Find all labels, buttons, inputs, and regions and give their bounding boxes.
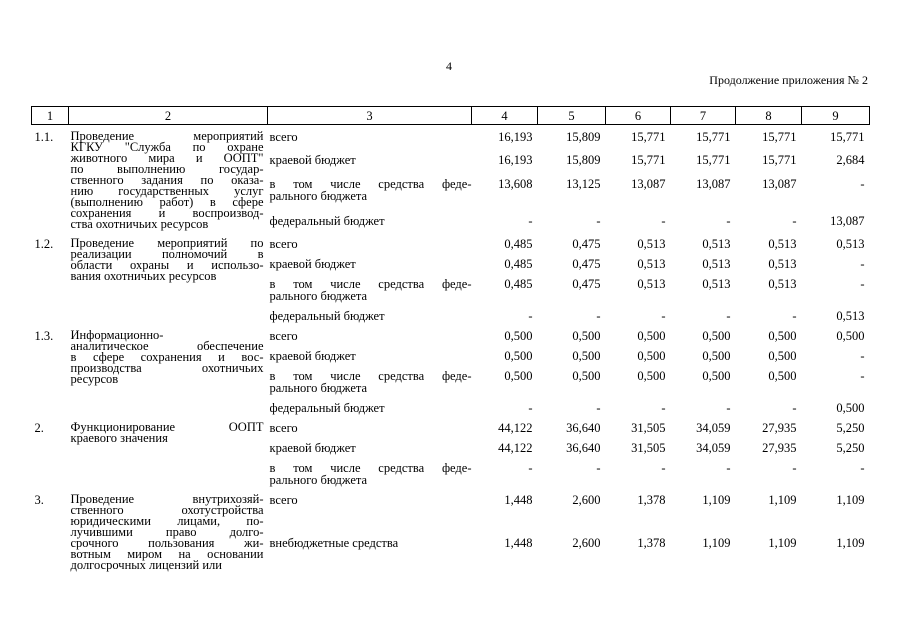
value-cell: 0,500 — [702, 329, 731, 343]
value-cell: 0,500 — [836, 329, 865, 343]
header-cell: 5 — [538, 107, 606, 125]
value-cell: 0,500 — [702, 369, 731, 383]
value-cell: 2,600 — [572, 535, 601, 550]
value-cell: 0,500 — [504, 349, 533, 363]
funding-source-line: в том числе средства феде- — [269, 176, 472, 191]
funding-source — [268, 330, 472, 350]
page-number: 4 — [446, 59, 452, 73]
value-cell: 15,771 — [631, 130, 666, 144]
value-cell: 16,193 — [498, 130, 533, 144]
value-cell: 0,485 — [504, 277, 533, 291]
value-cell: - — [596, 213, 601, 228]
value-cell: 0,513 — [637, 277, 666, 291]
value-cell: - — [860, 277, 865, 291]
funding-source — [268, 278, 472, 310]
funding-source-line: в том числе средства феде- — [269, 461, 472, 475]
funding-source-line: федеральный бюджет — [269, 401, 385, 415]
value-cell: - — [661, 309, 666, 323]
table-row — [32, 131, 870, 154]
value-cell: 44,122 — [498, 441, 533, 455]
value-cell: 5,250 — [836, 421, 865, 435]
value-cell: 16,193 — [498, 153, 533, 168]
section-number: 3. — [34, 493, 44, 507]
funding-source-line: всего — [269, 130, 298, 144]
value-cell: 15,809 — [566, 153, 601, 168]
value-cell: 0,500 — [637, 329, 666, 343]
section-title-line: Проведение мероприятий по — [70, 236, 264, 250]
value-cell: 0,513 — [768, 257, 797, 271]
section-title — [69, 422, 268, 494]
value-cell: - — [596, 461, 601, 475]
section-title-line: Проведение внутрихозяй- — [70, 492, 264, 506]
value-cell: 13,608 — [498, 176, 533, 191]
table-row — [32, 494, 870, 537]
value-cell: - — [661, 401, 666, 415]
value-cell: 0,500 — [504, 329, 533, 343]
value-cell: 13,125 — [566, 176, 601, 191]
funding-source — [268, 258, 472, 278]
header-cell: 4 — [472, 107, 538, 125]
value-cell: 15,771 — [696, 153, 731, 168]
value-cell: 31,505 — [631, 441, 666, 455]
value-cell: 0,500 — [572, 349, 601, 363]
value-cell: 2,600 — [572, 493, 601, 507]
value-cell: 13,087 — [830, 213, 865, 228]
funding-source — [268, 215, 472, 238]
section-title-line: по выполнению государ- — [70, 162, 264, 176]
header-cell: 3 — [268, 107, 472, 125]
value-cell: 0,513 — [702, 237, 731, 251]
header-cell: 6 — [606, 107, 671, 125]
value-cell: 0,513 — [836, 237, 865, 251]
value-cell: 0,500 — [637, 349, 666, 363]
value-cell: 1,109 — [702, 493, 731, 507]
value-cell: - — [596, 309, 601, 323]
funding-source — [268, 370, 472, 402]
header-cell: 1 — [32, 107, 69, 125]
value-cell: 15,771 — [631, 153, 666, 168]
value-cell: 0,500 — [637, 369, 666, 383]
value-cell: 13,087 — [631, 176, 666, 191]
funding-source-line: федеральный бюджет — [269, 309, 385, 323]
value-cell: 1,448 — [504, 493, 533, 507]
section-title-line: ственного охотустройства — [70, 503, 264, 517]
value-cell: - — [661, 461, 666, 475]
header-row — [32, 107, 870, 125]
header-cell: 8 — [736, 107, 802, 125]
section-title-line: Проведение мероприятий — [70, 129, 264, 143]
value-cell: - — [528, 213, 533, 228]
funding-source-line: всего — [269, 421, 298, 435]
header-cell: 9 — [802, 107, 870, 125]
funding-source — [268, 494, 472, 537]
value-cell: 31,505 — [631, 421, 666, 435]
funding-source-line: внебюджетные средства — [269, 535, 399, 550]
funding-source — [268, 462, 472, 494]
value-cell: 1,109 — [836, 493, 865, 507]
funding-source — [268, 131, 472, 154]
funding-source — [268, 178, 472, 215]
value-cell: 1,378 — [637, 535, 666, 550]
value-cell: 1,109 — [768, 493, 797, 507]
section-title-line: Информационно- — [70, 328, 164, 342]
section-title-line: ства охотничьих ресурсов — [70, 217, 209, 231]
table-row — [32, 422, 870, 442]
section-title — [69, 330, 268, 422]
value-cell: 15,809 — [566, 130, 601, 144]
section-title-line: срочного пользования жи- — [70, 536, 264, 550]
section-title-line: (выполнению работ) в сфере — [70, 195, 264, 209]
value-cell: - — [726, 309, 731, 323]
section-title-line: животного мира и ООПТ" — [70, 151, 264, 165]
section-title-line: ственного задания по оказа- — [70, 173, 264, 187]
value-cell: 0,500 — [572, 329, 601, 343]
section-number: 1.1. — [34, 130, 54, 144]
section-number: 2. — [34, 421, 44, 435]
value-cell: - — [792, 401, 797, 415]
value-cell: 0,500 — [768, 369, 797, 383]
value-cell: 0,513 — [637, 237, 666, 251]
section-title-line: сохранения и воспроизвод- — [70, 206, 264, 220]
funding-source — [268, 238, 472, 258]
value-cell: 0,513 — [637, 257, 666, 271]
section-title-line: ресурсов — [70, 372, 119, 386]
value-cell: 1,448 — [504, 535, 533, 550]
value-cell: 0,513 — [702, 277, 731, 291]
funding-source-line: всего — [269, 329, 298, 343]
value-cell: - — [792, 213, 797, 228]
value-cell: - — [792, 461, 797, 475]
funding-source-line: краевой бюджет — [269, 441, 356, 455]
value-cell: 0,513 — [836, 309, 865, 323]
value-cell: 0,485 — [504, 237, 533, 251]
funding-source — [268, 537, 472, 580]
value-cell: 5,250 — [836, 441, 865, 455]
funding-source-line: в том числе средства феде- — [269, 277, 472, 291]
value-cell: 44,122 — [498, 421, 533, 435]
section-title-line: лучившими право долго- — [70, 525, 264, 539]
funding-source — [268, 310, 472, 330]
funding-source — [268, 422, 472, 442]
value-cell: 15,771 — [696, 130, 731, 144]
value-cell: 0,500 — [504, 369, 533, 383]
value-cell: - — [860, 461, 865, 475]
funding-source-line: рального бюджета — [269, 381, 368, 395]
funding-source — [268, 350, 472, 370]
value-cell: 1,109 — [836, 535, 865, 550]
value-cell: 0,500 — [836, 401, 865, 415]
funding-source-line: в том числе средства феде- — [269, 369, 472, 383]
value-cell: - — [860, 257, 865, 271]
funding-source — [268, 402, 472, 422]
section-title — [69, 238, 268, 330]
funding-source-line: всего — [269, 237, 298, 251]
section-title-line: Функционирование ООПТ — [70, 420, 264, 434]
value-cell: 1,109 — [768, 535, 797, 550]
value-cell: 34,059 — [696, 421, 731, 435]
funding-source-line: всего — [269, 493, 298, 507]
value-cell: 0,485 — [504, 257, 533, 271]
value-cell: - — [528, 309, 533, 323]
value-cell: - — [528, 461, 533, 475]
value-cell: - — [726, 213, 731, 228]
value-cell: 13,087 — [696, 176, 731, 191]
value-cell: 1,378 — [637, 493, 666, 507]
value-cell: - — [860, 349, 865, 363]
funding-source-line: рального бюджета — [269, 188, 368, 203]
section-title-line: КГКУ "Служба по охране — [70, 140, 264, 154]
value-cell: 0,475 — [572, 237, 601, 251]
value-cell: 0,513 — [702, 257, 731, 271]
value-cell: 0,500 — [768, 349, 797, 363]
value-cell: - — [860, 176, 865, 191]
funding-source-line: рального бюджета — [269, 289, 368, 303]
section-title — [69, 494, 268, 579]
funding-source — [268, 442, 472, 462]
section-number: 1.3. — [34, 329, 54, 343]
section-title-line: производства охотничьих — [70, 361, 264, 375]
value-cell: 15,771 — [762, 130, 797, 144]
value-cell: 36,640 — [566, 441, 601, 455]
section-title-line: области охраны и использо- — [70, 258, 264, 272]
funding-source — [268, 154, 472, 177]
value-cell: 2,684 — [836, 153, 865, 168]
section-title-line: аналитическое обеспечение — [70, 339, 264, 353]
funding-source-line: рального бюджета — [269, 473, 368, 487]
section-title-line: реализации полномочий в — [70, 247, 264, 261]
value-cell: 0,475 — [572, 277, 601, 291]
value-cell: 0,500 — [572, 369, 601, 383]
value-cell: - — [792, 309, 797, 323]
value-cell: - — [528, 401, 533, 415]
value-cell: 34,059 — [696, 441, 731, 455]
value-cell: 15,771 — [762, 153, 797, 168]
value-cell: 0,475 — [572, 257, 601, 271]
continuation-label: Продолжение приложения № 2 — [709, 73, 868, 87]
funding-table — [31, 106, 870, 579]
funding-source-line: краевой бюджет — [269, 257, 356, 271]
value-cell: - — [726, 401, 731, 415]
funding-source-line: краевой бюджет — [269, 349, 356, 363]
section-title-line: юридическими лицами, по- — [70, 514, 264, 528]
value-cell: - — [860, 369, 865, 383]
value-cell: - — [596, 401, 601, 415]
value-cell: - — [726, 461, 731, 475]
value-cell: 0,513 — [768, 237, 797, 251]
header-cell: 2 — [69, 107, 268, 125]
value-cell: 0,513 — [768, 277, 797, 291]
value-cell: 0,500 — [702, 349, 731, 363]
table-row — [32, 238, 870, 258]
table-row — [32, 330, 870, 350]
value-cell: 27,935 — [762, 441, 797, 455]
section-number: 1.2. — [34, 237, 54, 251]
section-title-line: долгосрочных лицензий или — [70, 558, 222, 572]
value-cell: 36,640 — [566, 421, 601, 435]
value-cell: - — [661, 213, 666, 228]
value-cell: 0,500 — [768, 329, 797, 343]
header-cell: 7 — [671, 107, 736, 125]
section-title-line: нию государственных услуг — [70, 184, 264, 198]
funding-source-line: федеральный бюджет — [269, 213, 385, 228]
section-title-line: краевого значения — [70, 431, 168, 445]
section-title — [69, 131, 268, 238]
value-cell: 1,109 — [702, 535, 731, 550]
value-cell: 15,771 — [830, 130, 865, 144]
section-title-line: вания охотничьих ресурсов — [70, 269, 217, 283]
value-cell: 13,087 — [762, 176, 797, 191]
funding-source-line: краевой бюджет — [269, 153, 356, 168]
section-title-line: в сфере сохранения и вос- — [70, 350, 264, 364]
value-cell: 27,935 — [762, 421, 797, 435]
section-title-line: вотным миром на основании — [70, 547, 264, 561]
